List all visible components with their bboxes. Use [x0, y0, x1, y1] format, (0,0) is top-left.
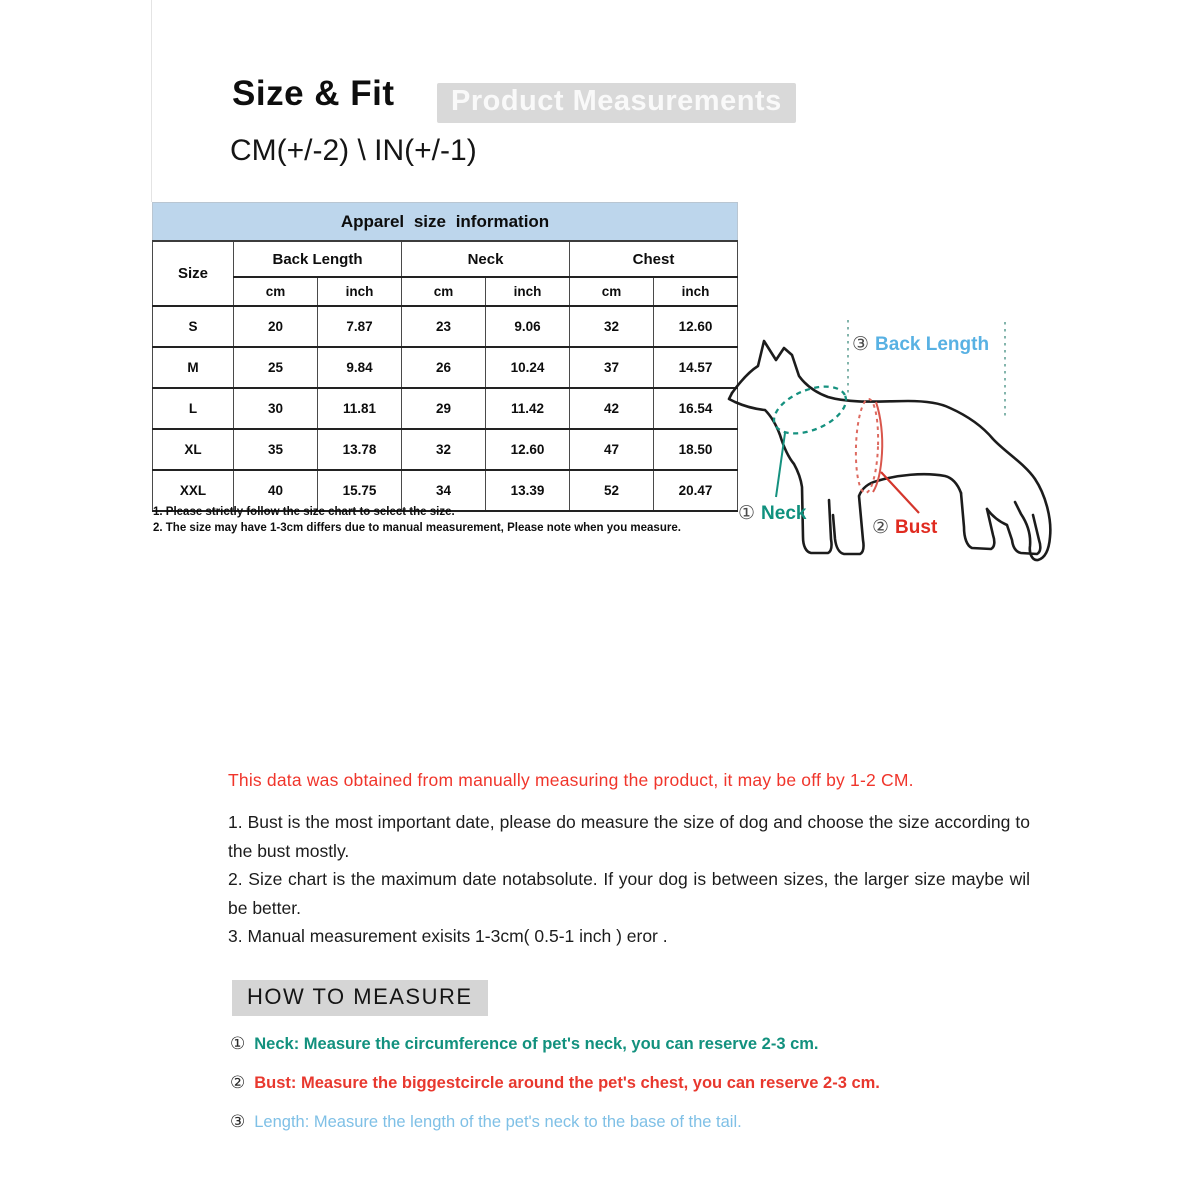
cell-value: 13.39: [486, 470, 570, 511]
cell-value: 20.47: [654, 470, 738, 511]
sizing-note-2: 2. Size chart is the maximum date notabsolute. If your dog is between sizes, the larger size maybe wil be better.: [228, 869, 1030, 918]
cell-value: 16.54: [654, 388, 738, 429]
neck-label: [738, 502, 806, 525]
table-footnote-2: 2. The size may have 1-3cm differs due to manual measurement, Please note when you measure.: [153, 522, 681, 534]
cell-value: 29: [402, 388, 486, 429]
dog-measurement-diagram: [700, 300, 1100, 590]
table-group-header-row: [153, 241, 738, 277]
circled-3-icon: ③: [230, 1112, 246, 1132]
sizing-note-3: 3. Manual measurement exisits 1-3cm( 0.5-1 inch ) eror .: [228, 926, 668, 946]
cell-value: 35: [234, 429, 318, 470]
cell-value: 34: [402, 470, 486, 511]
cell-value: 11.42: [486, 388, 570, 429]
cell-value: 18.50: [654, 429, 738, 470]
cell-value: 14.57: [654, 347, 738, 388]
measure-step-neck: [230, 1034, 819, 1054]
circled-2-icon: ②: [230, 1073, 246, 1093]
cell-value: 40: [234, 470, 318, 511]
bust-label: [872, 516, 937, 539]
product-measurements-badge: Product Measurements: [437, 83, 796, 123]
cell-value: 37: [570, 347, 654, 388]
cell-size: S: [153, 306, 234, 347]
cell-value: 26: [402, 347, 486, 388]
cell-value: 7.87: [318, 306, 402, 347]
table-row-xl: [153, 429, 738, 470]
cell-size: M: [153, 347, 234, 388]
col-header-chest: Chest: [570, 241, 738, 277]
cell-value: 47: [570, 429, 654, 470]
cell-value: 52: [570, 470, 654, 511]
table-title: Apparel size information: [153, 203, 738, 242]
circled-2-icon: ②: [872, 516, 890, 538]
cell-value: 42: [570, 388, 654, 429]
cell-size: L: [153, 388, 234, 429]
cell-value: 15.75: [318, 470, 402, 511]
cell-value: 11.81: [318, 388, 402, 429]
size-table: [152, 202, 738, 512]
table-row-m: [153, 347, 738, 388]
measure-step-neck-text: Neck: Measure the circumference of pet's neck, you can reserve 2-3 cm.: [254, 1035, 819, 1053]
back-length-label: [852, 333, 989, 356]
tolerance-note: CM(+/-2) \ IN(+/-1): [230, 134, 477, 167]
circled-3-icon: ③: [852, 333, 870, 355]
sizing-notes: [228, 808, 1030, 951]
bust-leader-line: [881, 472, 919, 513]
cell-value: 12.60: [486, 429, 570, 470]
col-header-neck: Neck: [402, 241, 570, 277]
unit-cm: cm: [234, 277, 318, 306]
neck-text: Neck: [761, 503, 807, 524]
unit-inch: inch: [486, 277, 570, 306]
cell-value: 32: [402, 429, 486, 470]
cell-value: 25: [234, 347, 318, 388]
circled-1-icon: ①: [230, 1034, 246, 1054]
how-to-measure-heading: HOW TO MEASURE: [232, 980, 488, 1016]
cell-value: 12.60: [654, 306, 738, 347]
cell-value: 20: [234, 306, 318, 347]
cell-value: 23: [402, 306, 486, 347]
table-row-s: [153, 306, 738, 347]
table-unit-header-row: [153, 277, 738, 306]
table-row-l: [153, 388, 738, 429]
unit-inch: inch: [318, 277, 402, 306]
cell-value: 9.06: [486, 306, 570, 347]
bust-girth-ellipse: [854, 399, 879, 494]
page-title: Size & Fit: [232, 74, 395, 113]
table-footnote-1: 1. Please strictly follow the size chart to select the size.: [153, 506, 455, 518]
unit-cm: cm: [570, 277, 654, 306]
cell-size: XXL: [153, 470, 234, 511]
unit-inch: inch: [654, 277, 738, 306]
table-title-row: [153, 203, 738, 242]
sizing-note-1: 1. Bust is the most important date, please do measure the size of dog and choose the size according to the bust mostly.: [228, 812, 1030, 861]
cell-value: 32: [570, 306, 654, 347]
cell-size: XL: [153, 429, 234, 470]
measurement-warning: This data was obtained from manually measuring the product, it may be off by 1-2 CM.: [228, 770, 914, 790]
cell-value: 9.84: [318, 347, 402, 388]
unit-cm: cm: [402, 277, 486, 306]
cell-value: 10.24: [486, 347, 570, 388]
measure-step-length: [230, 1112, 742, 1132]
back-length-text: Back Length: [875, 334, 990, 355]
measure-step-bust: [230, 1073, 880, 1093]
cell-value: 13.78: [318, 429, 402, 470]
col-header-back-length: Back Length: [234, 241, 402, 277]
scan-edge-line: [151, 0, 152, 202]
bust-text: Bust: [895, 517, 938, 538]
col-header-size: Size: [153, 241, 234, 306]
circled-1-icon: ①: [738, 502, 756, 524]
measure-step-bust-text: Bust: Measure the biggestcircle around the pet's chest, you can reserve 2-3 cm.: [254, 1074, 880, 1092]
table-footnotes: [153, 504, 681, 536]
neck-leader-line: [776, 433, 785, 497]
cell-value: 30: [234, 388, 318, 429]
size-table-wrap: [152, 202, 738, 512]
measure-step-length-text: Length: Measure the length of the pet's neck to the base of the tail.: [254, 1113, 742, 1131]
